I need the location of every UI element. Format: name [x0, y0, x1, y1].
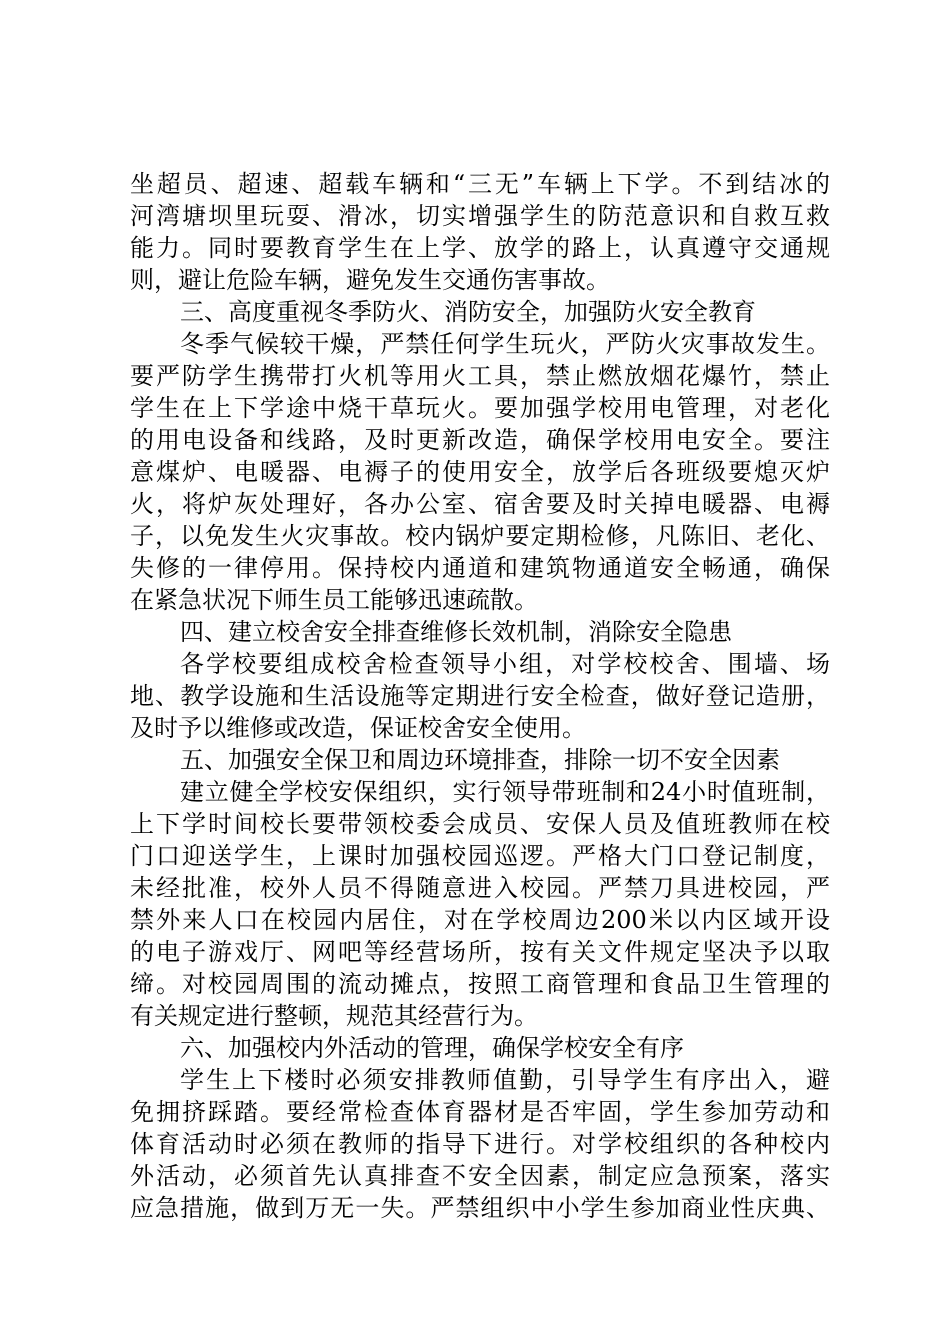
paragraph-line: 有关规定进行整顿，规范其经营行为。	[130, 1002, 538, 1030]
paragraph-line: 火，将炉灰处理好，各办公室、宿舍要及时关掉电暖器、电褥	[130, 490, 830, 518]
paragraph-line: 免拥挤踩踏。要经常检查体育器材是否牢固，学生参加劳动和	[130, 1098, 830, 1126]
paragraph-line: 则，避让危险车辆，避免发生交通伤害事故。	[130, 266, 610, 294]
paragraph-line: 河湾塘坝里玩耍、滑冰，切实增强学生的防范意识和自救互救	[130, 202, 830, 230]
paragraph-line: 学生在上下学途中烧干草玩火。要加强学校用电管理，对老化	[130, 394, 830, 422]
paragraph-line: 应急措施，做到万无一失。严禁组织中小学生参加商业性庆典、	[130, 1194, 830, 1222]
paragraph-line: 外活动，必须首先认真排查不安全因素，制定应急预案，落实	[130, 1162, 830, 1190]
paragraph-line: 禁外来人口在校园内居住，对在学校周边200米以内区域开设	[130, 906, 830, 934]
document-body	[130, 168, 830, 1224]
paragraph-line: 各学校要组成校舍检查领导小组，对学校校舍、围墙、场	[180, 650, 830, 678]
paragraph-line: 冬季气候较干燥，严禁任何学生玩火，严防火灾事故发生。	[180, 330, 830, 358]
paragraph-line: 及时予以维修或改造，保证校舍安全使用。	[130, 714, 586, 742]
paragraph-line: 上下学时间校长要带领校委会成员、安保人员及值班教师在校	[130, 810, 830, 838]
section-heading-line: 三、高度重视冬季防火、消防安全，加强防火安全教育	[180, 298, 756, 326]
paragraph-line: 未经批准，校外人员不得随意进入校园。严禁刀具进校园，严	[130, 874, 830, 902]
paragraph-line: 缔。对校园周围的流动摊点，按照工商管理和食品卫生管理的	[130, 970, 830, 998]
paragraph-line: 意煤炉、电暖器、电褥子的使用安全，放学后各班级要熄灭炉	[130, 458, 830, 486]
paragraph-line: 门口迎送学生，上课时加强校园巡逻。严格大门口登记制度，	[130, 842, 830, 870]
paragraph-line: 的用电设备和线路，及时更新改造，确保学校用电安全。要注	[130, 426, 830, 454]
paragraph-line: 体育活动时必须在教师的指导下进行。对学校组织的各种校内	[130, 1130, 830, 1158]
section-heading-line: 六、加强校内外活动的管理，确保学校安全有序	[180, 1034, 684, 1062]
paragraph-line: 要严防学生携带打火机等用火工具，禁止燃放烟花爆竹，禁止	[130, 362, 830, 390]
paragraph-line: 建立健全学校安保组织，实行领导带班制和24小时值班制，	[180, 778, 830, 806]
paragraph-line: 在紧急状况下师生员工能够迅速疏散。	[130, 586, 538, 614]
paragraph-line: 失修的一律停用。保持校内通道和建筑物通道安全畅通，确保	[130, 554, 830, 582]
paragraph-line: 子，以免发生火灾事故。校内锅炉要定期检修，凡陈旧、老化、	[130, 522, 830, 550]
section-heading-line: 四、建立校舍安全排查维修长效机制，消除安全隐患	[180, 618, 732, 646]
paragraph-line: 能力。同时要教育学生在上学、放学的路上，认真遵守交通规	[130, 234, 830, 262]
paragraph-line: 地、教学设施和生活设施等定期进行安全检查，做好登记造册，	[130, 682, 830, 710]
paragraph-line: 坐超员、超速、超载车辆和“三无”车辆上下学。不到结冰的	[130, 170, 830, 198]
paragraph-line: 学生上下楼时必须安排教师值勤，引导学生有序出入，避	[180, 1066, 830, 1094]
paragraph-line: 的电子游戏厅、网吧等经营场所，按有关文件规定坚决予以取	[130, 938, 830, 966]
section-heading-line: 五、加强安全保卫和周边环境排查，排除一切不安全因素	[180, 746, 780, 774]
